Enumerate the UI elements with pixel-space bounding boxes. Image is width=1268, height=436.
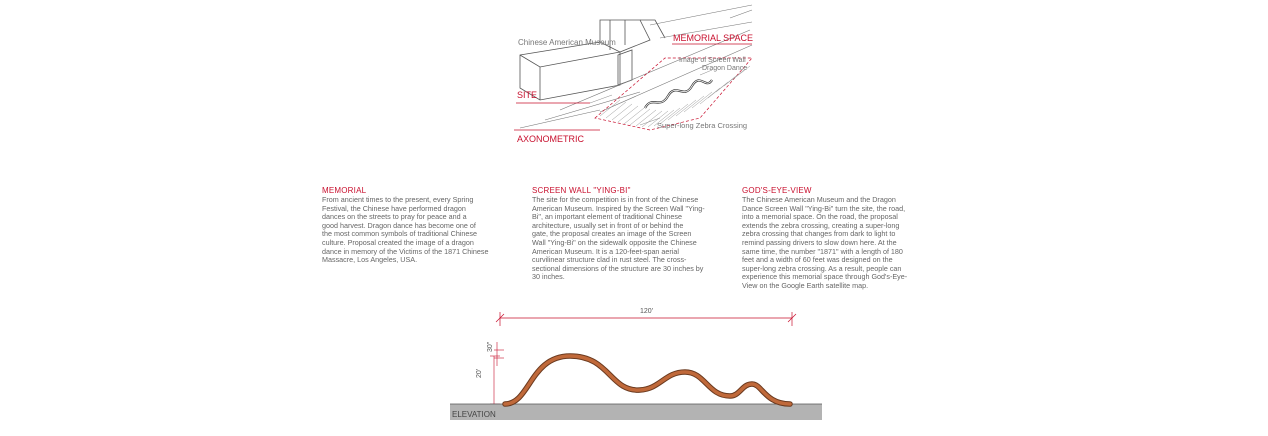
memorial-line: Massacre, Los Angeles, USA. <box>322 255 418 265</box>
screen-wall-title: SCREEN WALL "YING-BI" <box>532 186 631 195</box>
image-label-line2: Dragon Dance <box>702 65 748 72</box>
gods-eye-title: GOD'S-EYE-VIEW <box>742 186 812 195</box>
memorial-line: dance in memory of the Victims of the 1871 Chinese <box>322 246 489 256</box>
elevation-label: ELEVATION <box>452 410 496 419</box>
gods-eye-line: same time, the number "1871" with a length of 180 <box>742 246 903 256</box>
gods-eye-line: extends the zebra crossing, creating a super-long <box>742 220 900 230</box>
screen-wall-line: The site for the competition is in front of the Chinese <box>532 195 699 204</box>
memorial-line: culture. Proposal created the image of a dragon <box>322 237 474 247</box>
memorial-title: MEMORIAL <box>322 186 367 195</box>
label-leaders-grey <box>590 70 712 125</box>
screen-wall-line: gate, the proposal creates an image of the Screen <box>532 229 692 239</box>
screen-wall-line: Bi", an important element of traditional Chinese <box>532 212 682 222</box>
span-dimension-label: 120' <box>640 308 654 315</box>
screen-wall-line: American Museum. It is a 120-feet-span aerial <box>532 246 680 256</box>
zebra-label: Super-long Zebra Crossing <box>657 121 748 130</box>
memorial-line: dances on the streets to pray for peace and a <box>322 212 467 222</box>
screen-wall-line: architecture, usually set in front of or behind the <box>532 220 684 230</box>
gods-eye-line: experience this memorial space through God's-Eye- <box>742 272 908 282</box>
screen-wall-body <box>532 196 732 282</box>
dragon-wall-axo <box>645 80 712 108</box>
memorial-body <box>322 196 522 265</box>
gods-eye-line: remind passing drivers to slow down here. At the <box>742 237 897 247</box>
gods-eye-body <box>742 196 947 291</box>
site-label: SITE <box>517 90 538 100</box>
gods-eye-line: View on the Google Earth satellite map. <box>742 280 869 290</box>
axonometric-label: AXONOMETRIC <box>517 134 585 144</box>
memorial-space-label: MEMORIAL SPACE <box>673 33 754 43</box>
elevation-structure-fill <box>505 356 790 404</box>
gods-eye-line: super-long zebra crossing. As a result, people can <box>742 263 902 273</box>
gods-eye-line: Dance Screen Wall "Ying-Bi" turn the site, the road, <box>742 203 906 213</box>
gods-eye-line: The Chinese American Museum and the Dragon <box>742 195 896 204</box>
gods-eye-line: feet and a width of 60 feet was designed on the <box>742 255 893 265</box>
memorial-line: the most common symbols of traditional Chinese <box>322 229 477 239</box>
screen-wall-line: American Museum. Inspired by the Screen Wall "Ying- <box>532 203 705 213</box>
screen-wall-line: sectional dimensions of the structure are 30 inches by <box>532 263 704 273</box>
memorial-line: Festival, the Chinese have performed dragon <box>322 203 466 213</box>
gods-eye-line: zebra crossing that changes from dark to light to <box>742 229 896 239</box>
section-dimension-label: 30" <box>487 341 494 352</box>
height-dimension-label: 20' <box>476 368 483 378</box>
memorial-line: From ancient times to the present, every Spring <box>322 195 474 204</box>
gods-eye-line: into a memorial space. On the road, the proposal <box>742 212 898 222</box>
image-label-line1: Image of Screen Wall <box>679 57 746 64</box>
museum-label: Chinese American Museum <box>518 38 616 47</box>
screen-wall-line: curvilinear structure clad in rust steel. The cross- <box>532 255 687 265</box>
screen-wall-line: 30 inches. <box>532 272 565 282</box>
zebra-crossing <box>600 66 750 127</box>
museum-block <box>520 20 665 100</box>
memorial-line: good harvest. Dragon dance has become one of <box>322 220 476 230</box>
screen-wall-line: Wall "Ying-Bi" on the sidewalk opposite the Chinese <box>532 237 697 247</box>
